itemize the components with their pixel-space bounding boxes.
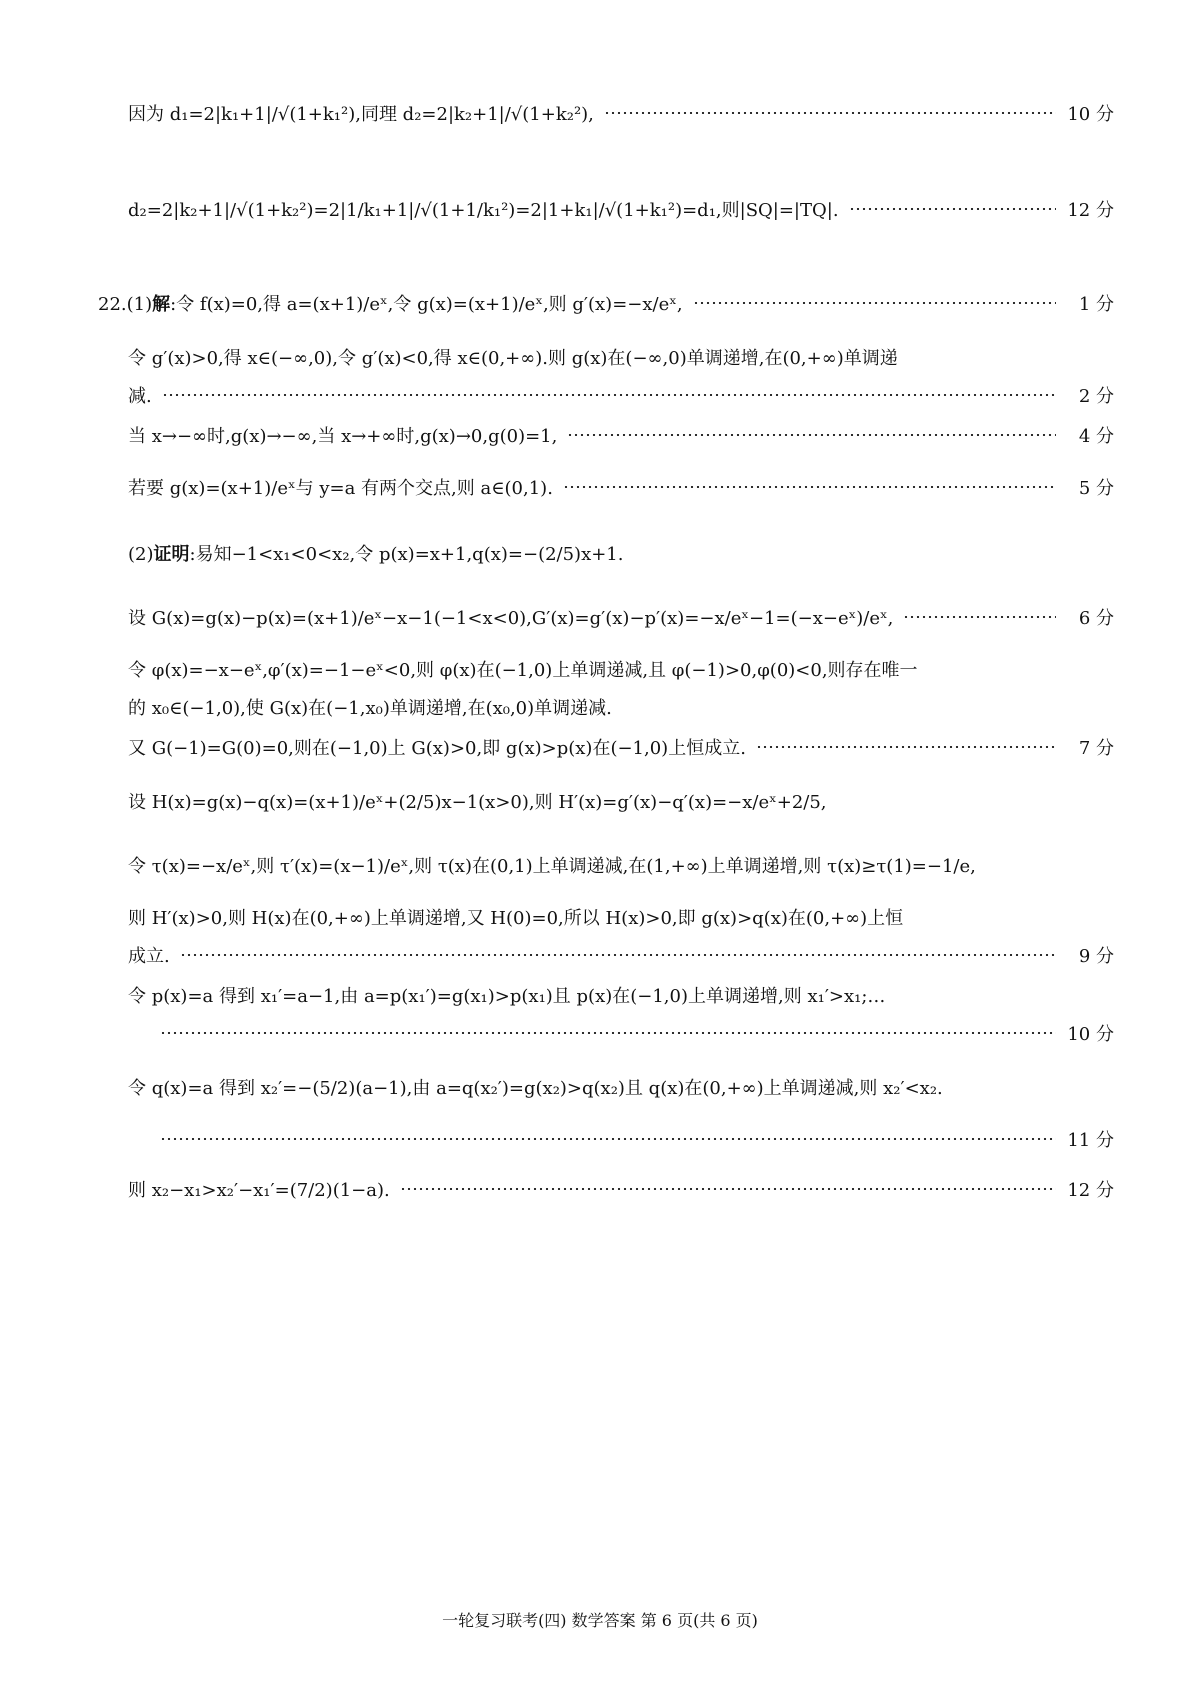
line-text: 成立. [128,946,170,967]
score-label: 5 分 [1078,478,1114,499]
line-text: 设 G(x)=g(x)−p(x)=(x+1)/eˣ−x−1(−1<x<0),G′(x)=g′(x)−p′(x)=−x/eˣ−1=(−x−eˣ)/eˣ, [128,608,894,629]
line-d1-d2 [128,100,1114,126]
line-G-positive [128,734,1114,760]
leader-dots [162,394,1056,396]
leader-dots [604,112,1056,114]
line-score-11 [150,1126,1114,1152]
line-body: :令 f(x)=0,得 a=(x+1)/eˣ,令 g(x)=(x+1)/eˣ,则 g′(x)=−x/eˣ, [170,294,683,315]
line-q22-part1 [98,290,1114,316]
score-label: 9 分 [1078,946,1114,967]
score-label: 10 分 [1067,1024,1114,1045]
line-q-eq-a: 令 q(x)=a 得到 x₂′=−(5/2)(a−1),由 a=q(x₂′)=g(x₂)>q(x₂)且 q(x)在(0,+∞)上单调递减,则 x₂′<x₂. [128,1078,943,1099]
score-label: 2 分 [1078,386,1114,407]
line-holds [128,942,1114,968]
line-body: :易知−1<x₁<0<x₂,令 p(x)=x+1,q(x)=−(2/5)x+1. [189,544,624,565]
leader-dots [160,1138,1056,1140]
line-monotonic: 令 g′(x)>0,得 x∈(−∞,0),令 g′(x)<0,得 x∈(0,+∞).则 g(x)在(−∞,0)单调递增,在(0,+∞)单调递 [128,348,898,369]
score-label: 12 分 [1067,200,1114,221]
line-score-10 [150,1020,1114,1046]
proof-label: 证明 [153,544,190,565]
leader-dots [756,746,1056,748]
score-label: 10 分 [1067,104,1114,125]
line-text: 减. [128,386,152,407]
leader-dots [567,434,1056,436]
line-p-eq-a: 令 p(x)=a 得到 x₁′=a−1,由 a=p(x₁′)=g(x₁)>p(x₁)且 p(x)在(−1,0)上单调递增,则 x₁′>x₁;… [128,986,886,1007]
line-text: 因为 d₁=2|k₁+1|/√(1+k₁²),同理 d₂=2|k₂+1|/√(1+k₂²), [128,104,594,125]
line-H-def: 设 H(x)=g(x)−q(x)=(x+1)/eˣ+(2/5)x−1(x>0),则 H′(x)=g′(x)−q′(x)=−x/eˣ+2/5, [128,792,827,813]
line-conclusion [128,1176,1114,1202]
leader-dots [563,486,1056,488]
solution-label: 解 [152,294,171,315]
line-H-increase: 则 H′(x)>0,则 H(x)在(0,+∞)上单调递增,又 H(0)=0,所以 H(x)>0,即 g(x)>q(x)在(0,+∞)上恒 [128,908,904,929]
leader-dots [180,954,1056,956]
line-part2-proof [128,540,1114,566]
leader-dots [693,302,1056,304]
line-limits [128,422,1114,448]
line-tau: 令 τ(x)=−x/eˣ,则 τ′(x)=(x−1)/eˣ,则 τ(x)在(0,1)上单调递减,在(1,+∞)上单调递增,则 τ(x)≥τ(1)=−1/e, [128,856,976,877]
score-label: 1 分 [1078,294,1114,315]
line-text: d₂=2|k₂+1|/√(1+k₂²)=2|1/k₁+1|/√(1+1/k₁²)=2|1+k₁|/√(1+k₁²)=d₁,则|SQ|=|TQ|. [128,200,839,221]
score-label: 7 分 [1078,738,1114,759]
leader-dots [400,1188,1056,1190]
leader-dots [849,208,1056,210]
line-decrease [128,382,1114,408]
question-label: (2) [128,544,154,565]
line-text: 若要 g(x)=(x+1)/eˣ与 y=a 有两个交点,则 a∈(0,1). [128,478,553,499]
line-text: 则 x₂−x₁>x₂′−x₁′=(7/2)(1−a). [128,1180,390,1201]
line-phi: 令 φ(x)=−x−eˣ,φ′(x)=−1−eˣ<0,则 φ(x)在(−1,0)上单调递减,且 φ(−1)>0,φ(0)<0,则存在唯一 [128,660,918,681]
line-G-def [128,604,1114,630]
line-d2-equal [128,196,1114,222]
score-label: 12 分 [1067,1180,1114,1201]
leader-dots [903,616,1056,618]
score-label: 4 分 [1078,426,1114,447]
line-x0: 的 x₀∈(−1,0),使 G(x)在(−1,x₀)单调递增,在(x₀,0)单调递减. [128,698,612,719]
question-label: 22.(1) [98,294,153,315]
leader-dots [160,1032,1056,1034]
page-footer: 一轮复习联考(四) 数学答案 第 6 页(共 6 页) [442,1611,758,1630]
line-text [98,290,683,316]
line-text: 又 G(−1)=G(0)=0,则在(−1,0)上 G(x)>0,即 g(x)>p(x)在(−1,0)上恒成立. [128,738,746,759]
line-text: 当 x→−∞时,g(x)→−∞,当 x→+∞时,g(x)→0,g(0)=1, [128,426,558,447]
line-intersections [128,474,1114,500]
score-label: 6 分 [1078,608,1114,629]
score-label: 11 分 [1067,1130,1114,1151]
